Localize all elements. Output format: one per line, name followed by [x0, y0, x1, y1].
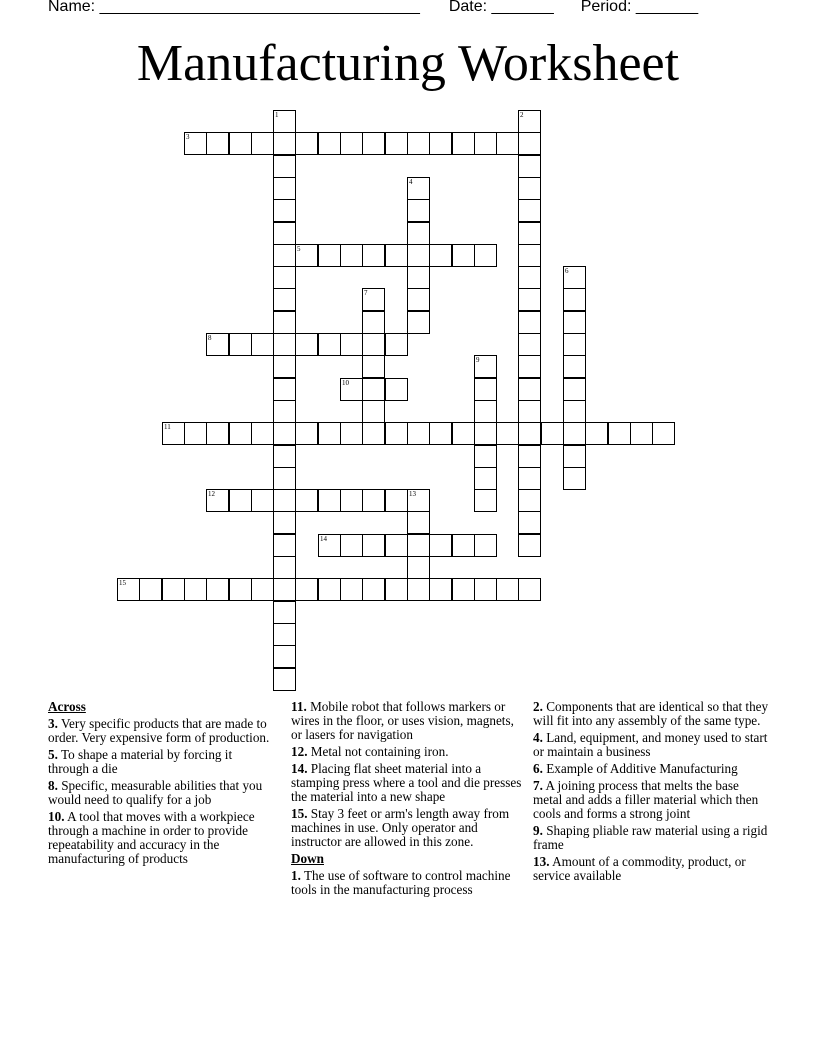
crossword-cell[interactable]	[518, 445, 541, 468]
crossword-cell[interactable]	[407, 511, 430, 534]
crossword-cell[interactable]	[518, 578, 541, 601]
crossword-cell[interactable]	[273, 110, 296, 133]
date-field[interactable]: Date: _______	[448, 0, 554, 15]
crossword-cell[interactable]	[318, 489, 341, 512]
crossword-cell[interactable]	[362, 311, 385, 334]
crossword-cell[interactable]	[273, 355, 296, 378]
crossword-cell[interactable]	[273, 378, 296, 401]
crossword-cell[interactable]	[608, 422, 631, 445]
crossword-cell[interactable]	[407, 311, 430, 334]
crossword-cell[interactable]	[518, 132, 541, 155]
crossword-cell[interactable]	[630, 422, 653, 445]
crossword-cell[interactable]	[385, 132, 408, 155]
crossword-cell[interactable]	[518, 333, 541, 356]
crossword-cell[interactable]	[184, 578, 207, 601]
crossword-cell[interactable]	[385, 489, 408, 512]
down-clue-2: 2. Components that are identical so that they will fit into any assembly of the same type.	[533, 699, 769, 728]
crossword-cell[interactable]	[229, 422, 252, 445]
clue-number: 5	[297, 245, 301, 253]
crossword-cell[interactable]	[407, 422, 430, 445]
crossword-cell[interactable]	[340, 333, 363, 356]
crossword-cell[interactable]	[518, 311, 541, 334]
crossword-cell[interactable]	[273, 467, 296, 490]
crossword-cell[interactable]	[407, 489, 430, 512]
crossword-cell[interactable]	[518, 378, 541, 401]
crossword-cell[interactable]	[206, 132, 229, 155]
crossword-cell[interactable]	[429, 422, 452, 445]
down-clue-1: 1. The use of software to control machine tools in the manufacturing process	[291, 868, 511, 897]
crossword-cell[interactable]	[452, 578, 475, 601]
crossword-cell[interactable]	[273, 266, 296, 289]
down-clue-4: 4. Land, equipment, and money used to start or maintain a business	[533, 730, 768, 759]
crossword-cell[interactable]	[117, 578, 140, 601]
crossword-cell[interactable]	[273, 422, 296, 445]
crossword-cell[interactable]	[206, 489, 229, 512]
crossword-cell[interactable]	[518, 400, 541, 423]
crossword-cell[interactable]	[518, 177, 541, 200]
crossword-cell[interactable]	[518, 244, 541, 267]
crossword-cell[interactable]	[563, 288, 586, 311]
down-clue-13: 13. Amount of a commodity, product, or service available	[533, 854, 746, 883]
across-clue-15: 15. Stay 3 feet or arm's length away from machines in use. Only operator and instructor are allowed in this zone.	[291, 806, 510, 849]
crossword-cell[interactable]	[273, 155, 296, 178]
crossword-cell[interactable]	[518, 489, 541, 512]
crossword-cell[interactable]	[407, 266, 430, 289]
clue-number: 7	[364, 289, 368, 297]
crossword-cell[interactable]	[474, 244, 497, 267]
crossword-cell[interactable]	[273, 556, 296, 579]
clue-number: 6	[565, 267, 569, 275]
crossword-cell[interactable]	[273, 288, 296, 311]
crossword-cell[interactable]	[407, 222, 430, 245]
crossword-cell[interactable]	[362, 378, 385, 401]
crossword-cell[interactable]	[385, 422, 408, 445]
crossword-cell[interactable]	[563, 445, 586, 468]
crossword-cell[interactable]	[496, 578, 519, 601]
crossword-cell[interactable]	[407, 132, 430, 155]
crossword-cell[interactable]	[407, 578, 430, 601]
crossword-cell[interactable]	[362, 288, 385, 311]
crossword-cell[interactable]	[184, 422, 207, 445]
crossword-cell[interactable]	[273, 177, 296, 200]
crossword-cell[interactable]	[273, 601, 296, 624]
crossword-cell[interactable]	[518, 534, 541, 557]
crossword-cell[interactable]	[563, 311, 586, 334]
down-clue-9: 9. Shaping pliable raw material using a rigid frame	[533, 823, 768, 852]
crossword-cell[interactable]	[496, 132, 519, 155]
crossword-cell[interactable]	[429, 244, 452, 267]
crossword-cell[interactable]	[340, 378, 363, 401]
crossword-cell[interactable]	[229, 333, 252, 356]
clue-number: 12	[208, 490, 215, 498]
across-clue-12: 12. Metal not containing iron.	[291, 744, 449, 759]
crossword-cell[interactable]	[162, 422, 185, 445]
crossword-cell[interactable]	[206, 578, 229, 601]
crossword-cell[interactable]	[340, 489, 363, 512]
crossword-cell[interactable]	[251, 422, 274, 445]
crossword-cell[interactable]	[563, 400, 586, 423]
crossword-cell[interactable]	[407, 177, 430, 200]
crossword-cell[interactable]	[652, 422, 675, 445]
across-clue-3: 3. Very specific products that are made to order. Very expensive form of production.	[48, 716, 270, 745]
across-clue-8: 8. Specific, measurable abilities that you would need to qualify for a job	[48, 778, 263, 807]
across-clue-10: 10. A tool that moves with a workpiece through a machine in order to provide repeatability and accuracy in the manufacturing of products	[48, 809, 255, 866]
crossword-cell[interactable]	[541, 422, 564, 445]
crossword-cell[interactable]	[273, 400, 296, 423]
crossword-cell[interactable]	[229, 578, 252, 601]
crossword-cell[interactable]	[229, 132, 252, 155]
crossword-cell[interactable]	[340, 578, 363, 601]
crossword-cell[interactable]	[362, 244, 385, 267]
crossword-cell[interactable]	[251, 489, 274, 512]
crossword-cell[interactable]	[362, 333, 385, 356]
crossword-cell[interactable]	[474, 489, 497, 512]
crossword-cell[interactable]	[251, 578, 274, 601]
crossword-cell[interactable]	[474, 400, 497, 423]
clue-number: 4	[409, 178, 413, 186]
crossword-cell[interactable]	[362, 578, 385, 601]
crossword-cell[interactable]	[295, 489, 318, 512]
crossword-cell[interactable]	[273, 534, 296, 557]
crossword-cell[interactable]	[518, 222, 541, 245]
crossword-cell[interactable]	[452, 534, 475, 557]
crossword-cell[interactable]	[385, 534, 408, 557]
crossword-cell[interactable]	[407, 534, 430, 557]
crossword-cell[interactable]	[518, 155, 541, 178]
crossword-cell[interactable]	[362, 422, 385, 445]
crossword-cell[interactable]	[429, 534, 452, 557]
crossword-cell[interactable]	[251, 333, 274, 356]
crossword-cell[interactable]	[474, 378, 497, 401]
crossword-cell[interactable]	[518, 288, 541, 311]
crossword-cell[interactable]	[273, 623, 296, 646]
crossword-cell[interactable]	[518, 467, 541, 490]
crossword-cell[interactable]	[273, 489, 296, 512]
across-clue-11: 11. Mobile robot that follows markers or wires in the floor, or uses vision, magnets, or lasers for navigation	[291, 699, 514, 742]
clue-number: 3	[186, 133, 190, 141]
crossword-cell[interactable]	[563, 266, 586, 289]
crossword-cell[interactable]	[273, 199, 296, 222]
clue-number: 2	[520, 111, 524, 119]
across-heading: Across	[48, 699, 86, 714]
crossword-cell[interactable]	[295, 422, 318, 445]
crossword-cell[interactable]	[229, 489, 252, 512]
across-clue-5: 5. To shape a material by forcing it through a die	[48, 747, 233, 776]
crossword-cell[interactable]	[318, 578, 341, 601]
crossword-cell[interactable]	[318, 534, 341, 557]
crossword-cell[interactable]	[273, 645, 296, 668]
crossword-cell[interactable]	[295, 333, 318, 356]
clue-number: 8	[208, 334, 212, 342]
crossword-cell[interactable]	[318, 333, 341, 356]
crossword-cell[interactable]	[206, 333, 229, 356]
crossword-cell[interactable]	[407, 199, 430, 222]
name-field[interactable]: Name: ____________________________________	[48, 0, 420, 15]
crossword-cell[interactable]	[452, 244, 475, 267]
clues-column-2	[291, 700, 523, 900]
crossword-cell[interactable]	[362, 355, 385, 378]
crossword-cell[interactable]	[385, 333, 408, 356]
crossword-cell[interactable]	[184, 132, 207, 155]
crossword-cell[interactable]	[273, 333, 296, 356]
crossword-cell[interactable]	[407, 556, 430, 579]
crossword-cell[interactable]	[474, 355, 497, 378]
crossword-cell[interactable]	[206, 422, 229, 445]
crossword-cell[interactable]	[362, 400, 385, 423]
crossword-cell[interactable]	[273, 511, 296, 534]
crossword-cell[interactable]	[518, 110, 541, 133]
crossword-cell[interactable]	[585, 422, 608, 445]
crossword-cell[interactable]	[474, 422, 497, 445]
crossword-cell[interactable]	[518, 355, 541, 378]
crossword-cell[interactable]	[407, 244, 430, 267]
clue-number: 9	[476, 356, 480, 364]
crossword-cell[interactable]	[518, 511, 541, 534]
clue-number: 14	[320, 535, 327, 543]
crossword-cell[interactable]	[518, 266, 541, 289]
period-field[interactable]: Period: _______	[580, 0, 699, 15]
down-clue-7: 7. A joining process that melts the base metal and adds a filler material which then cools and forms a strong joint	[533, 778, 759, 821]
crossword-cell[interactable]	[563, 422, 586, 445]
crossword-cell[interactable]	[295, 132, 318, 155]
clue-number: 1	[275, 111, 279, 119]
clue-number: 13	[409, 490, 416, 498]
crossword-cell[interactable]	[340, 132, 363, 155]
crossword-cell[interactable]	[385, 578, 408, 601]
clue-number: 10	[342, 379, 349, 387]
crossword-cell[interactable]	[452, 132, 475, 155]
crossword-cell[interactable]	[273, 578, 296, 601]
crossword-cell[interactable]	[474, 578, 497, 601]
crossword-cell[interactable]	[429, 578, 452, 601]
crossword-cell[interactable]	[139, 578, 162, 601]
crossword-cell[interactable]	[318, 422, 341, 445]
crossword-cell[interactable]	[273, 244, 296, 267]
page-title: Manufacturing Worksheet	[136, 35, 680, 92]
across-clue-14: 14. Placing flat sheet material into a stamping press where a tool and die presses the material into a new shape	[291, 761, 522, 804]
crossword-cell[interactable]	[518, 199, 541, 222]
crossword-cell[interactable]	[273, 311, 296, 334]
down-heading: Down	[291, 851, 324, 866]
crossword-cell[interactable]	[452, 422, 475, 445]
crossword-cell[interactable]	[385, 244, 408, 267]
crossword-cell[interactable]	[251, 132, 274, 155]
crossword-cell[interactable]	[518, 422, 541, 445]
crossword-cell[interactable]	[273, 132, 296, 155]
crossword-cell[interactable]	[563, 467, 586, 490]
crossword-cell[interactable]	[563, 333, 586, 356]
crossword-cell[interactable]	[340, 422, 363, 445]
clues-column-3	[533, 700, 769, 886]
crossword-cell[interactable]	[362, 534, 385, 557]
crossword-cell[interactable]	[273, 222, 296, 245]
crossword-cell[interactable]	[474, 534, 497, 557]
crossword-cell[interactable]	[340, 534, 363, 557]
crossword-cell[interactable]	[563, 378, 586, 401]
crossword-cell[interactable]	[295, 244, 318, 267]
crossword-cell[interactable]	[385, 378, 408, 401]
crossword-cell[interactable]	[362, 132, 385, 155]
crossword-cell[interactable]	[362, 489, 385, 512]
crossword-cell[interactable]	[273, 445, 296, 468]
clue-number: 11	[164, 423, 171, 431]
crossword-cell[interactable]	[162, 578, 185, 601]
crossword-cell[interactable]	[340, 244, 363, 267]
crossword-cell[interactable]	[496, 422, 519, 445]
crossword-cell[interactable]	[318, 132, 341, 155]
clue-number: 15	[119, 579, 126, 587]
crossword-cell[interactable]	[273, 668, 296, 691]
crossword-cell[interactable]	[318, 244, 341, 267]
crossword-cell[interactable]	[474, 445, 497, 468]
crossword-cell[interactable]	[295, 578, 318, 601]
crossword-cell[interactable]	[474, 467, 497, 490]
crossword-cell[interactable]	[407, 288, 430, 311]
crossword-cell[interactable]	[474, 132, 497, 155]
down-clue-6: 6. Example of Additive Manufacturing	[533, 761, 738, 776]
crossword-cell[interactable]	[563, 355, 586, 378]
crossword-cell[interactable]	[429, 132, 452, 155]
clues-column-1	[48, 700, 276, 869]
